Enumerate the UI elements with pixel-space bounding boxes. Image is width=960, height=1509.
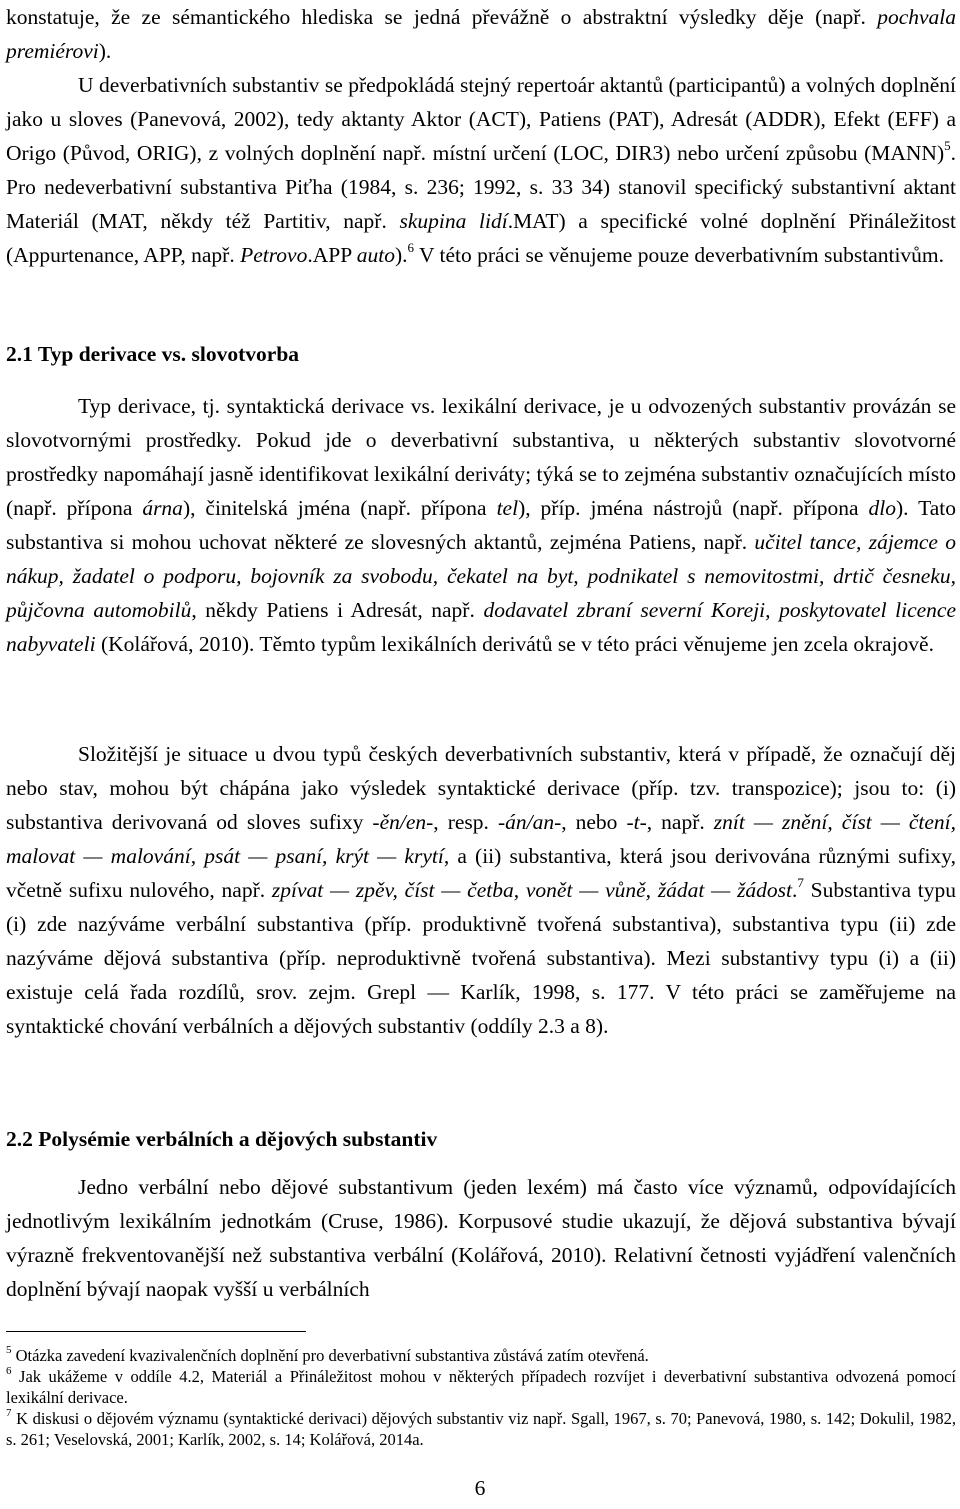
footnotes	[6, 1345, 956, 1450]
text-run: (Kolářová, 2010). Těmto typům lexikálních derivátů se v této práci věnujeme jen zcela okrajově.	[95, 632, 934, 656]
paragraph-5: Jedno verbální nebo dějové substantivum (jeden lexém) má často více významů, odpovídajících jednotlivým lexikálním jednotkám (Cruse, 1986). Korpusové studie ukazují, že dějová substantiva bývají výrazně frekventovanější než substantiva verbální (Kolářová, 2010). Relativní četnosti vyjádření valenčních doplnění bývají naopak vyšší u verbálních	[6, 1175, 956, 1301]
text-run: Složitější je situace u dvou typů českých deverbativních substantiv, která v případě, že označují děj nebo stav, mohou být chápána jako výsledek syntaktické derivace (příp. tzv. transpozice); jsou to: (i) substantiva derivovaná od sloves sufixy	[6, 742, 956, 834]
text-run: ).	[98, 39, 112, 63]
paragraph-3	[6, 389, 956, 661]
section-heading-2-2: 2.2 Polysémie verbálních a dějových substantiv	[6, 1127, 438, 1151]
italic-example: -án/an-	[497, 810, 562, 834]
footnote-text: Jak ukážeme v oddíle 4.2, Materiál a Přináležitost mohou v některých případech rozvíjet i deverbativní substantiva odvozená pomocí lexikální derivace.	[6, 1367, 957, 1407]
text-run: Substantiva typu (i) zde nazýváme verbální substantiva (příp. produktivně tvořená substantiva), substantiva typu (ii) zde nazýváme dějová substantiva (příp. neproduktivně tvořená substantiva). Mezi substantivy typu (i) a (ii) existuje celá řada rozdílů, srov. zejm. Grepl — Karlík, 1998, s. 177. V této práci se zaměřujeme na syntaktické chování verbálních a dějových substantiv (oddíly 2.3 a 8).	[6, 878, 956, 1038]
italic-example: -ěn/en-	[372, 810, 434, 834]
footnote-text: Otázka zavedení kvazivalenčních doplnění pro deverbativní substantiva zůstává zatím otevřená.	[15, 1346, 649, 1365]
text-run: Typ derivace, tj. syntaktická derivace vs. lexikální derivace, je u odvozených substantiv provázán se slovotvornými prostředky. Pokud jde o deverbativní substantiva, u některých substantiv slovotvorné prostředky napomáhají jasně identifikovat lexikální deriváty; týká se to zejména substantiv označujících místo (např. přípona	[6, 394, 956, 520]
text-run: . Pro nedeverbativní substantiva Piťha (1984, s. 236; 1992, s. 33 34) stanovil specifický substantivní aktant Materiál (MAT, někdy též Partitiv, např.	[6, 141, 956, 233]
italic-example: auto	[356, 243, 395, 267]
text-run: , např.	[646, 810, 714, 834]
footnote-separator	[6, 1331, 306, 1332]
text-run: .	[792, 878, 798, 902]
italic-example: pochvala premiérovi	[6, 5, 956, 63]
text-run: , nebo -	[561, 810, 634, 834]
footnote-ref: 6	[407, 239, 415, 255]
italic-example: dlo	[868, 496, 896, 520]
text-run: V této práci se věnujeme pouze deverbativním substantivům.	[414, 243, 945, 267]
page-number: 6	[474, 1476, 486, 1500]
text-run: ). Tato substantiva si mohou uchovat některé ze slovesných aktantů, zejména Patiens, např.	[6, 496, 956, 554]
text-run: konstatuje, že ze sémantického hlediska se jedná převážně o abstraktní výsledky děje (např.	[6, 5, 878, 29]
text-run: , někdy Patiens i Adresát, např.	[191, 598, 484, 622]
text-run: .MAT) a specifické volné doplnění Přináležitost (Appurtenance, APP, např.	[6, 209, 956, 267]
italic-example: dodavatel zbraní severní Koreji, poskytovatel licence nabyvateli	[6, 598, 956, 656]
footnote-ref: 5	[944, 137, 951, 153]
footnote-number: 6	[6, 1364, 12, 1377]
italic-example: t-	[633, 810, 647, 834]
footnote-5	[6, 1345, 956, 1366]
text-run: .APP	[307, 243, 357, 267]
text-run: U deverbativních substantiv se předpokládá stejný repertoár aktantů (participantů) a volných doplnění jako u sloves (Panevová, 2002), tedy aktanty Aktor (ACT), Patiens (PAT), Adresát (ADDR), Efekt (EFF) a Origo (Původ, ORIG), z volných doplnění např. místní určení (LOC, DIR3) nebo určení způsobu (MANN)	[6, 73, 956, 165]
footnote-7	[6, 1408, 956, 1450]
italic-example: tel	[496, 496, 519, 520]
paragraph-1	[6, 0, 956, 68]
text-run: ).	[394, 243, 408, 267]
paragraph-2	[6, 68, 956, 272]
paragraph-4	[6, 737, 956, 1043]
italic-example: Petrovo	[240, 243, 308, 267]
section-heading-2-1: 2.1 Typ derivace vs. slovotvorba	[6, 342, 300, 366]
footnote-number: 7	[6, 1406, 12, 1419]
italic-example: zpívat — zpěv, číst — četba, vonět — vůně, žádat — žádost	[271, 878, 793, 902]
italic-example: znít — znění, číst — čtení, malovat — malování, psát — psaní, krýt — krytí	[6, 810, 956, 868]
text-run: , resp.	[433, 810, 498, 834]
footnote-text: K diskusi o dějovém významu (syntaktické derivaci) dějových substantiv viz např. Sgall, 1967, s. 70; Panevová, 1980, s. 142; Dokulil, 1982, s. 261; Veselovská, 2001; Karlík, 2002, s. 14; Kolářová, 2014a.	[6, 1409, 956, 1449]
footnote-ref: 7	[797, 874, 804, 890]
text-run: ), příp. jména nástrojů (např. přípona	[518, 496, 869, 520]
italic-example: árna	[142, 496, 183, 520]
italic-example: skupina lidí	[399, 209, 508, 233]
footnote-number: 5	[6, 1343, 12, 1356]
italic-example: učitel tance, zájemce o nákup, žadatel o podporu, bojovník za svobodu, čekatel na byt, podnikatel s nemovitostmi, drtič česneku, půjčovna automobilů	[6, 530, 956, 622]
footnote-6	[6, 1366, 956, 1408]
text-run: , a (ii) substantiva, která jsou derivována různými sufixy, včetně sufixu nulového, např.	[6, 844, 957, 902]
text-run: ), činitelská jména (např. přípona	[182, 496, 497, 520]
